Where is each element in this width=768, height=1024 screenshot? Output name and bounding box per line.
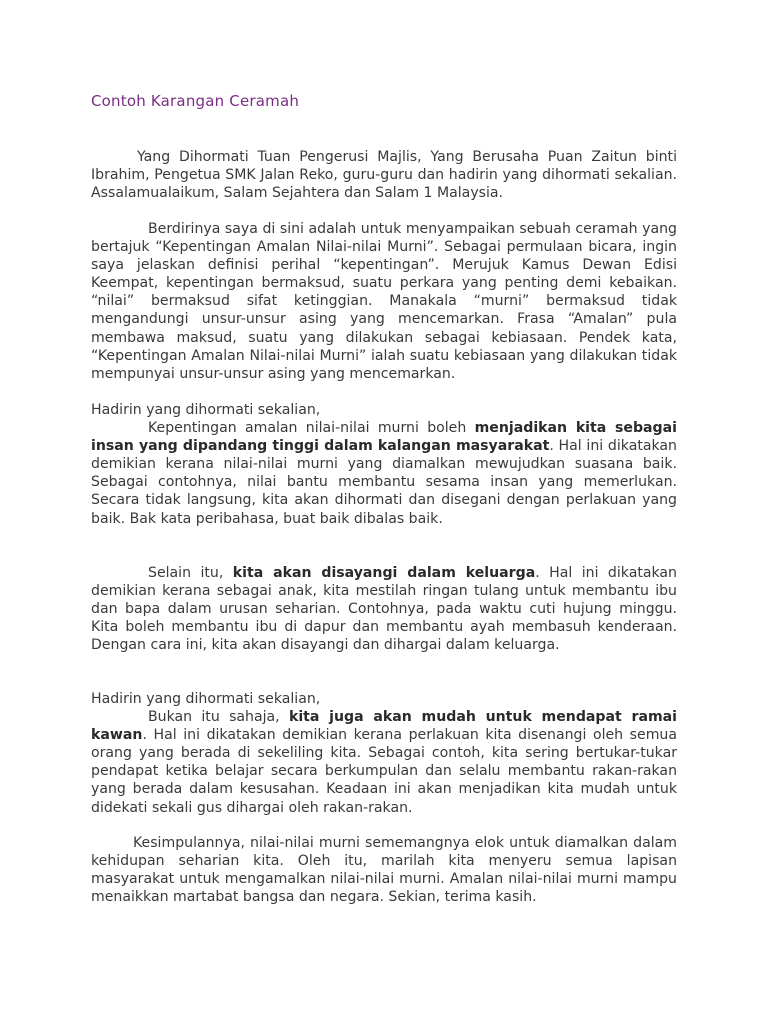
bold-key-point: kita juga akan mudah untuk mendapat ramai kawan [91,709,677,744]
paragraph-point-three [91,690,677,817]
paragraph-lead: Bukan itu sahaja, [148,709,289,726]
paragraph-introduction: Berdirinya saya di sini adalah untuk menyampaikan sebuah ceramah yang bertajuk “Kepentingan Amalan Nilai-nilai Murni”. Sebagai permulaan bicara, ingin saya jelaskan definisi perihal “kepentingan”. Merujuk Kamus Dewan Edisi Keempat, kepentingan bermaksud, suatu perkara yang penting demi kebaikan. “nilai” bermaksud sifat ketinggian. Manakala “murni” bermaksud tidak mengandungi unsur-unsur asing yang mencemarkan. Frasa “Amalan” pula membawa maksud, suatu yang dilakukan sebagai kebiasaan. Pendek kata, “Kepentingan Amalan Nilai-nilai Murni” ialah suatu kebiasaan yang dilakukan tidak mempunyai unsur-unsur asing yang mencemarkan. [91,221,677,382]
paragraph-body [91,419,677,528]
paragraph-point-one [91,401,677,528]
document-title: Contoh Karangan Ceramah [91,92,300,110]
paragraph-body [91,708,677,817]
paragraph-conclusion: Kesimpulannya, nilai-nilai murni sememangnya elok untuk diamalkan dalam kehidupan seharian kita. Oleh itu, marilah kita menyeru semua lapisan masyarakat untuk mengamalkan nilai-nilai murni. Amalan nilai-nilai murni mampu menaikkan martabat bangsa dan negara. Sekian, terima kasih. [91,835,677,906]
salutation: Hadirin yang dihormati sekalian, [91,402,321,418]
paragraph-rest: . Hal ini dikatakan demikian kerana perlakuan kita disenangi oleh semua orang yang berada di sekeliling kita. Sebagai contoh, kita sering bertukar-tukar pendapat ketika belajar secara berkumpulan dan selalu membantu rakan-rakan yang berada dalam kesusahan. Keadaan ini akan menjadikan kita mudah untuk didekati sekali gus dihargai oleh rakan-rakan. [91,727,677,816]
bold-key-point: kita akan disayangi dalam keluarga [232,565,536,581]
paragraph-lead: Kepentingan amalan nilai-nilai murni boleh [148,420,475,437]
paragraph-point-two [91,564,677,654]
salutation: Hadirin yang dihormati sekalian, [91,691,321,707]
bold-key-point: menjadikan kita sebagai insan yang dipandang tinggi dalam kalangan masyarakat [91,420,677,455]
paragraph-opening-greeting: Yang Dihormati Tuan Pengerusi Majlis, Yang Berusaha Puan Zaitun binti Ibrahim, Pengetua SMK Jalan Reko, guru-guru dan hadirin yang dihormati sekalian. Assalamualaikum, Salam Sejahtera dan Salam 1 Malaysia. [91,149,677,202]
paragraph-lead: Selain itu, [148,565,233,581]
paragraph-rest: . Hal ini dikatakan demikian kerana sebagai anak, kita mestilah ringan tulang untuk membantu ibu dan bapa dalam urusan seharian. Contohnya, pada waktu cuti hujung minggu. Kita boleh membantu ibu di dapur dan membantu ayah membasuh kenderaan. Dengan cara ini, kita akan disayangi dan dihargai dalam keluarga. [91,565,677,654]
paragraph-rest: . Hal ini dikatakan demikian kerana nilai-nilai murni yang diamalkan mewujudkan suasana baik. Sebagai contohnya, nilai bantu membantu sesama insan yang memerlukan. Secara tidak langsung, kita akan dihormati dan disegani dengan perlakuan yang baik. Bak kata peribahasa, buat baik dibalas baik. [91,438,677,527]
